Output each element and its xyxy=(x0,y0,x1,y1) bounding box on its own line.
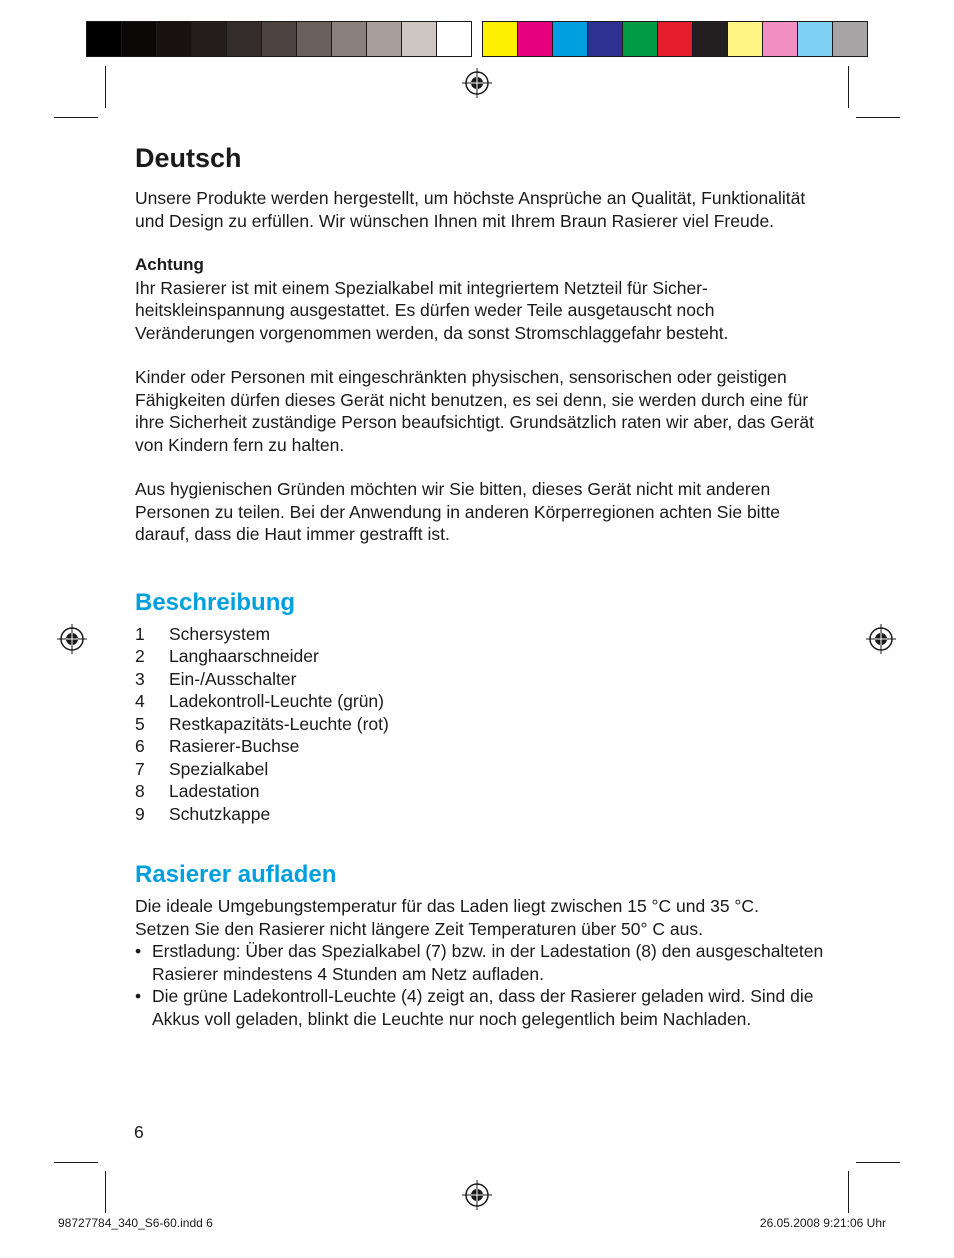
gray-swatch xyxy=(297,22,332,56)
crop-mark xyxy=(105,66,106,108)
part-label: Langhaarschneider xyxy=(169,646,319,666)
crop-mark xyxy=(54,117,98,118)
gray-swatch xyxy=(122,22,157,56)
part-label: Ladekontroll-Leuchte (grün) xyxy=(169,691,384,711)
part-number: 8 xyxy=(135,781,145,801)
color-swatch xyxy=(728,22,763,56)
color-swatch xyxy=(658,22,693,56)
crop-mark xyxy=(105,1171,106,1213)
list-item xyxy=(135,758,825,781)
footer-file-info: 98727784_340_S6-60.indd 6 xyxy=(58,1216,213,1230)
charging-temperature-text: Die ideale Umgebungstemperatur für das Laden liegt zwischen 15 °C und 35 °C. xyxy=(135,896,759,916)
gray-swatch xyxy=(437,22,471,56)
warning-paragraph: Ihr Rasierer ist mit einem Spezialkabel mit integriertem Netzteil für Sicher-heitskleinspannung ausgestattet. Es dürfen weder Teile ausgetauscht noch Veränderungen vorgenommen werden, da sonst Stromschlaggefahr besteht. xyxy=(135,277,729,343)
color-swatch xyxy=(833,22,867,56)
crop-mark xyxy=(856,117,900,118)
parts-list xyxy=(135,623,825,826)
part-label: Schersystem xyxy=(169,623,271,644)
crop-mark xyxy=(848,66,849,108)
gray-swatch xyxy=(87,22,122,56)
list-item xyxy=(135,780,825,803)
part-number: 7 xyxy=(135,758,145,779)
part-number: 5 xyxy=(135,713,145,734)
gray-swatch xyxy=(192,22,227,56)
bullet-text: Erstladung: Über das Spezialkabel (7) bzw. in der Ladestation (8) den ausgeschalteten Rasierer mindestens 4 Stunden am Netz aufladen. xyxy=(152,941,824,984)
registration-mark-icon xyxy=(57,624,87,654)
part-number: 3 xyxy=(135,668,145,689)
page-title: Deutsch xyxy=(135,143,242,173)
print-color-bar xyxy=(86,21,868,57)
part-number: 1 xyxy=(135,623,145,644)
children-safety-paragraph: Kinder oder Personen mit eingeschränkten physischen, sensorischen oder geistigen Fähigkeiten dürfen dieses Gerät nicht benutzen, es sei denn, sie werden durch eine für ihre Sicherheit zuständige Person beaufsichtigt. Grundsätzlich raten wir aber, das Gerät von Kindern fern zu halten. xyxy=(135,367,814,455)
charging-warning-text: Setzen Sie den Rasierer nicht längere Zeit Temperaturen über 50° C aus. xyxy=(135,918,703,939)
list-item xyxy=(135,940,825,985)
intro-paragraph: Unsere Produkte werden hergestellt, um höchste Ansprüche an Qualität, Funktionalität und Design zu erfüllen. Wir wünschen Ihnen mit Ihrem Braun Rasierer viel Freude. xyxy=(135,188,806,231)
part-number: 6 xyxy=(135,736,145,756)
part-label: Spezialkabel xyxy=(169,758,269,779)
list-item xyxy=(135,645,825,668)
registration-mark-icon xyxy=(866,624,896,654)
charging-bullet-list xyxy=(135,940,825,1030)
color-swatch xyxy=(693,22,728,56)
part-label: Ladestation xyxy=(169,781,260,801)
list-item xyxy=(135,803,825,826)
part-label: Schutzkappe xyxy=(169,803,271,824)
gray-swatch xyxy=(262,22,297,56)
page-content xyxy=(135,140,825,1030)
registration-mark-icon xyxy=(462,68,492,98)
color-swatches xyxy=(482,21,868,57)
color-swatch xyxy=(623,22,658,56)
page-number: 6 xyxy=(134,1122,144,1142)
gray-scale-swatches xyxy=(86,21,472,57)
list-item xyxy=(135,668,825,691)
bullet-symbol: • xyxy=(135,986,142,1006)
warning-title: Achtung xyxy=(135,255,204,274)
part-number: 2 xyxy=(135,646,145,666)
color-swatch xyxy=(588,22,623,56)
bullet-text: Die grüne Ladekontroll-Leuchte (4) zeigt an, dass der Rasierer geladen wird. Sind die Akkus voll geladen, blinkt die Leuchte nur noch gelegentlich beim Nachladen. xyxy=(152,986,814,1029)
color-swatch xyxy=(763,22,798,56)
list-item xyxy=(135,690,825,713)
list-item xyxy=(135,735,825,758)
gray-swatch xyxy=(402,22,437,56)
part-number: 4 xyxy=(135,691,145,711)
color-swatch xyxy=(518,22,553,56)
part-label: Restkapazitäts-Leuchte (rot) xyxy=(169,713,389,734)
color-swatch xyxy=(798,22,833,56)
crop-mark xyxy=(848,1171,849,1213)
footer-timestamp: 26.05.2008 9:21:06 Uhr xyxy=(759,1216,886,1230)
section-heading-description: Beschreibung xyxy=(135,588,296,616)
gray-swatch xyxy=(367,22,402,56)
hygiene-paragraph: Aus hygienischen Gründen möchten wir Sie bitten, dieses Gerät nicht mit anderen Personen zu teilen. Bei der Anwendung in anderen Körperregionen achten Sie bitte darauf, dass die Haut immer gestrafft ist. xyxy=(135,479,781,544)
registration-mark-icon xyxy=(462,1180,492,1210)
list-item xyxy=(135,985,825,1030)
gray-swatch xyxy=(157,22,192,56)
section-heading-charging: Rasierer aufladen xyxy=(135,861,337,888)
list-item xyxy=(135,623,825,646)
color-swatch xyxy=(553,22,588,56)
gray-swatch xyxy=(227,22,262,56)
part-label: Rasierer-Buchse xyxy=(169,736,300,756)
color-swatch xyxy=(483,22,518,56)
part-number: 9 xyxy=(135,803,145,824)
part-label: Ein-/Ausschalter xyxy=(169,668,297,689)
crop-mark xyxy=(856,1162,900,1163)
list-item xyxy=(135,713,825,736)
bullet-symbol: • xyxy=(135,941,142,961)
gray-swatch xyxy=(332,22,367,56)
crop-mark xyxy=(54,1162,98,1163)
